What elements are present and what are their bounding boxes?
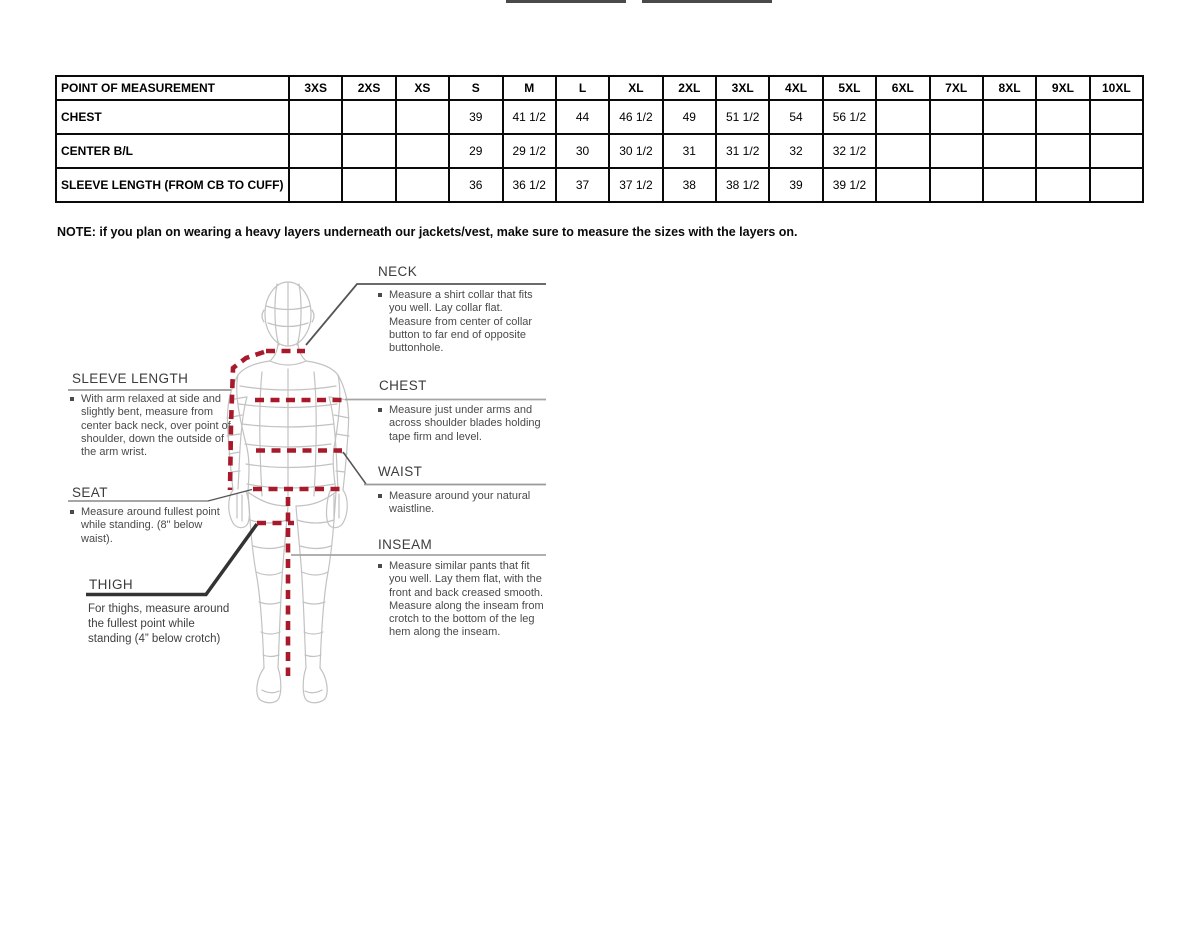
size-value-cell (930, 168, 983, 202)
sleeve-length-instructions (68, 393, 242, 459)
size-value-cell (876, 100, 929, 134)
seat-heading: SEAT (72, 485, 108, 500)
size-value-cell: 32 1/2 (823, 134, 876, 168)
row-label: SLEEVE LENGTH (FROM CB TO CUFF) (56, 168, 289, 202)
col-header-size-2XL: 2XL (663, 76, 716, 100)
col-header-size-2XS: 2XS (342, 76, 395, 100)
neck-instructions-text: Measure a shirt collar that fits you well. Lay collar flat. Measure from center of collar button to far end of opposite buttonhole. (389, 289, 533, 355)
thigh-heading: THIGH (89, 577, 133, 592)
waist-instructions (376, 490, 548, 517)
size-value-cell: 39 (449, 100, 502, 134)
size-value-cell (289, 100, 342, 134)
size-value-cell: 31 1/2 (716, 134, 769, 168)
size-value-cell: 41 1/2 (503, 100, 556, 134)
size-value-cell: 37 1/2 (609, 168, 662, 202)
neck-instructions (376, 289, 548, 355)
size-value-cell: 56 1/2 (823, 100, 876, 134)
size-table-container (55, 75, 1144, 203)
thigh-instructions (88, 602, 238, 647)
size-value-cell: 37 (556, 168, 609, 202)
size-value-cell (1036, 100, 1089, 134)
size-value-cell: 38 (663, 168, 716, 202)
size-value-cell: 29 1/2 (503, 134, 556, 168)
size-value-cell (930, 134, 983, 168)
size-value-cell: 32 (769, 134, 822, 168)
neck-heading: NECK (378, 264, 418, 279)
col-header-size-5XL: 5XL (823, 76, 876, 100)
size-value-cell: 54 (769, 100, 822, 134)
chest-heading: CHEST (379, 378, 427, 393)
col-header-size-9XL: 9XL (1036, 76, 1089, 100)
size-value-cell (876, 134, 929, 168)
seat-instructions-text: Measure around fullest point while standing. (8" below waist). (81, 506, 220, 545)
size-value-cell: 36 1/2 (503, 168, 556, 202)
size-value-cell: 46 1/2 (609, 100, 662, 134)
size-value-cell: 36 (449, 168, 502, 202)
size-value-cell (342, 134, 395, 168)
size-table (55, 75, 1144, 203)
col-header-size-S: S (449, 76, 502, 100)
size-value-cell (983, 134, 1036, 168)
col-header-size-M: M (503, 76, 556, 100)
size-value-cell: 29 (449, 134, 502, 168)
cutoff-title-rule (642, 0, 772, 3)
table-row (56, 100, 1143, 134)
waist-heading: WAIST (378, 464, 423, 479)
col-header-size-XS: XS (396, 76, 449, 100)
row-label: CHEST (56, 100, 289, 134)
size-value-cell (1036, 168, 1089, 202)
col-header-size-XL: XL (609, 76, 662, 100)
size-value-cell (1036, 134, 1089, 168)
row-label: CENTER B/L (56, 134, 289, 168)
bullet-square-icon (378, 408, 382, 412)
bullet-square-icon (70, 510, 74, 514)
size-value-cell (930, 100, 983, 134)
size-value-cell: 38 1/2 (716, 168, 769, 202)
note-text: NOTE: if you plan on wearing a heavy layers underneath our jackets/vest, make sure to measure the sizes with the layers on. (57, 225, 798, 239)
col-header-size-4XL: 4XL (769, 76, 822, 100)
size-value-cell: 30 (556, 134, 609, 168)
col-header-size-10XL: 10XL (1090, 76, 1143, 100)
chest-instructions (376, 404, 548, 444)
table-row (56, 168, 1143, 202)
size-value-cell: 44 (556, 100, 609, 134)
inseam-instructions-text: Measure similar pants that fit you well. Lay them flat, with the front and back creased smooth. Measure along the inseam from crotch to the bottom of the leg hem along the inseam. (389, 560, 544, 639)
bullet-square-icon (378, 293, 382, 297)
size-value-cell: 39 1/2 (823, 168, 876, 202)
col-header-size-8XL: 8XL (983, 76, 1036, 100)
size-value-cell: 31 (663, 134, 716, 168)
col-header-size-3XL: 3XL (716, 76, 769, 100)
size-value-cell: 49 (663, 100, 716, 134)
bullet-square-icon (378, 494, 382, 498)
bullet-square-icon (378, 564, 382, 568)
size-value-cell (1090, 134, 1143, 168)
size-table-head (56, 76, 1143, 100)
size-value-cell (342, 100, 395, 134)
thigh-instructions-text: For thighs, measure around the fullest point while standing (4” below crotch) (88, 603, 230, 645)
size-value-cell (342, 168, 395, 202)
size-value-cell (396, 168, 449, 202)
inseam-heading: INSEAM (378, 537, 433, 552)
waist-leader-diagonal (343, 452, 366, 484)
size-value-cell (396, 134, 449, 168)
size-value-cell (983, 100, 1036, 134)
size-value-cell (396, 100, 449, 134)
col-header-size-L: L (556, 76, 609, 100)
waist-instructions-text: Measure around your natural waistline. (389, 490, 531, 516)
sleeve-length-heading: SLEEVE LENGTH (72, 371, 189, 386)
size-value-cell (289, 168, 342, 202)
col-header-point-of-measurement: POINT OF MEASUREMENT (56, 76, 289, 100)
size-value-cell (1090, 168, 1143, 202)
header-row (56, 76, 1143, 100)
size-value-cell: 39 (769, 168, 822, 202)
bullet-square-icon (70, 397, 74, 401)
seat-instructions (68, 506, 230, 546)
col-header-size-3XS: 3XS (289, 76, 342, 100)
sleeve-length-instructions-text: With arm relaxed at side and slightly bent, measure from center back neck, over point of shoulder, down the outside of the arm wrist. (81, 393, 231, 459)
inseam-instructions (376, 560, 548, 640)
cutoff-title-rule (506, 0, 626, 3)
size-value-cell (289, 134, 342, 168)
col-header-size-6XL: 6XL (876, 76, 929, 100)
size-table-body (56, 100, 1143, 202)
size-value-cell (983, 168, 1036, 202)
table-row (56, 134, 1143, 168)
size-value-cell (876, 168, 929, 202)
size-value-cell: 51 1/2 (716, 100, 769, 134)
size-value-cell: 30 1/2 (609, 134, 662, 168)
col-header-size-7XL: 7XL (930, 76, 983, 100)
chest-instructions-text: Measure just under arms and across shoulder blades holding tape firm and level. (389, 404, 541, 443)
size-value-cell (1090, 100, 1143, 134)
seat-leader-diagonal (208, 490, 252, 502)
